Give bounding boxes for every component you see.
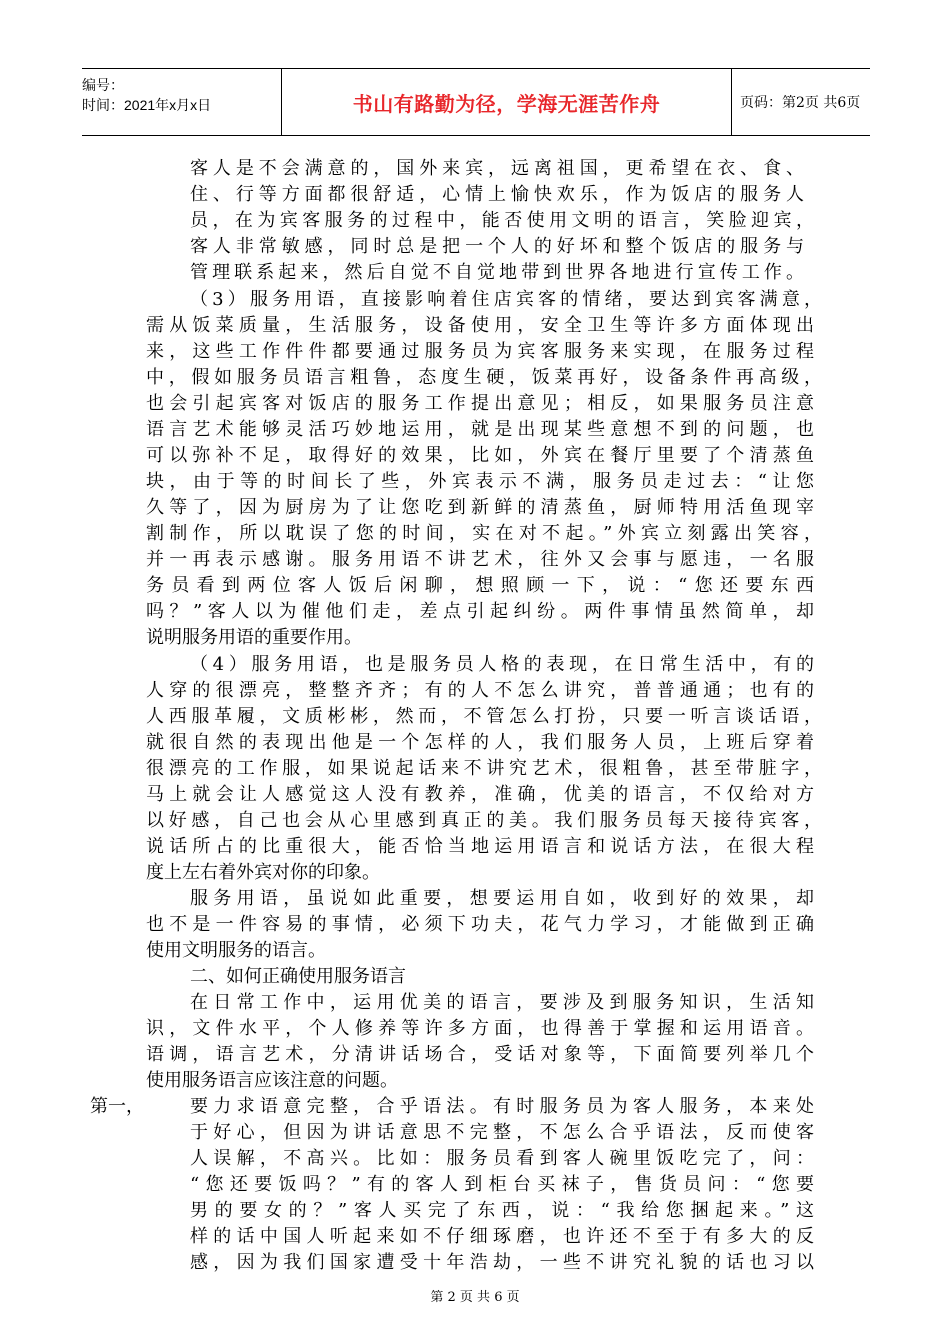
text-line: 识，文件水平，个人修养等许多方面，也得善于掌握和运用语音。 bbox=[146, 1018, 814, 1039]
text-line: 在日常工作中，运用优美的语言，要涉及到服务知识，生活知 bbox=[190, 992, 814, 1013]
text-line: 客人非常敏感，同时总是把一个人的好坏和整个饭店的服务与 bbox=[190, 236, 804, 257]
header-page-cell bbox=[732, 69, 870, 135]
list-marker: 第一， bbox=[90, 1096, 144, 1117]
text-line: 需从饭菜质量，生活服务，设备使用，安全卫生等许多方面体现出 bbox=[146, 315, 814, 336]
text-line: （4）服务用语，也是服务员人格的表现，在日常生活中，有的 bbox=[190, 654, 814, 675]
text-line: （3）服务用语，直接影响着住店宾客的情绪，要达到宾客满意， bbox=[190, 289, 822, 310]
text-line: 并一再表示感谢。服务用语不讲艺术，往外又会事与愿违，一名服 bbox=[146, 549, 814, 570]
number-label: 编号： bbox=[82, 77, 124, 93]
text-line: 管理联系起来，然后自觉不自觉地带到世界各地进行宣传工作。 bbox=[190, 262, 804, 283]
text-line: 度上左右着外宾对你的印象。 bbox=[146, 862, 380, 883]
text-line: 来，这些工作件件都要通过服务员为宾客服务来实现，在服务过程 bbox=[146, 341, 814, 362]
text-line: 块，由于等的时间长了些，外宾表示不满，服务员走过去：“让您 bbox=[146, 471, 814, 492]
header-meta bbox=[82, 69, 282, 135]
text-line: 使用文明服务的语言。 bbox=[146, 940, 326, 961]
page-header bbox=[82, 68, 870, 136]
text-line: 人穿的很漂亮，整整齐齐；有的人不怎么讲究，普普通通；也有的 bbox=[146, 680, 814, 701]
text-line: 样的话中国人听起来如不仔细琢磨，也许还不至于有多大的反 bbox=[190, 1226, 814, 1247]
header-motto: 书山有路勤为径，学海无涯苦作舟 bbox=[352, 91, 661, 116]
text-line: 要力求语意完整，合乎语法。有时服务员为客人服务，本来处 bbox=[190, 1096, 814, 1117]
page-footer: 第 2 页 共 6 页 bbox=[430, 1290, 520, 1305]
text-line: “您还要饭吗？”有的客人到柜台买袜子，售货员问：“您要 bbox=[190, 1174, 814, 1195]
text-line: 以好感，自己也会从心里感到真正的美。我们服务员每天接待宾客， bbox=[146, 810, 822, 831]
text-line: 语言艺术能够灵活巧妙地运用，就是出现某些意想不到的问题，也 bbox=[146, 419, 814, 440]
header-motto-cell bbox=[282, 69, 732, 135]
text-line: 人误解，不高兴。比如：服务员看到客人碗里饭吃完了，问： bbox=[190, 1148, 814, 1169]
text-line: 中，假如服务员语言粗鲁，态度生硬，饭菜再好，设备条件再高级， bbox=[146, 367, 822, 388]
text-line: 服务用语，虽说如此重要，想要运用自如，收到好的效果，却 bbox=[190, 888, 814, 909]
text-line: 吗？”客人以为催他们走，差点引起纠纷。两件事情虽然简单，却 bbox=[146, 601, 814, 622]
text-line: 男的要女的？”客人买完了东西，说：“我给您捆起来。”这 bbox=[190, 1200, 814, 1221]
text-line: 说话所占的比重很大，能否恰当地运用语言和说话方法，在很大程 bbox=[146, 836, 814, 857]
header-page-label: 页码：第2页 共6页 bbox=[740, 95, 861, 111]
text-line: 马上就会让人感觉这人没有教养，准确，优美的语言，不仅给对方 bbox=[146, 784, 814, 805]
time-label: 时间：2021年x月x日 bbox=[82, 97, 212, 113]
text-line: 割制作，所以耽误了您的时间，实在对不起。”外宾立刻露出笑容， bbox=[146, 523, 822, 544]
text-line: 就很自然的表现出他是一个怎样的人，我们服务人员，上班后穿着 bbox=[146, 732, 814, 753]
text-line: 也不是一件容易的事情，必须下功夫，花气力学习，才能做到正确 bbox=[146, 914, 814, 935]
text-line: 使用服务语言应该注意的问题。 bbox=[146, 1070, 398, 1091]
text-line: 于好心，但因为讲话意思不完整，不怎么合乎语法，反而使客 bbox=[190, 1122, 814, 1143]
text-line: 可以弥补不足，取得好的效果，比如，外宾在餐厅里要了个清蒸鱼 bbox=[146, 445, 814, 466]
text-line: 员，在为宾客服务的过程中，能否使用文明的语言，笑脸迎宾， bbox=[190, 210, 814, 231]
text-line: 也会引起宾客对饭店的服务工作提出意见；相反，如果服务员注意 bbox=[146, 393, 814, 414]
text-line: 很漂亮的工作服，如果说起话来不讲究艺术，很粗鲁，甚至带脏字， bbox=[146, 758, 822, 779]
text-line: 住、行等方面都很舒适，心情上愉快欢乐，作为饭店的服务人 bbox=[190, 184, 804, 205]
text-line: 感，因为我们国家遭受十年浩劫，一些不讲究礼貌的话也习以 bbox=[190, 1252, 814, 1273]
text-line: 语调，语言艺术，分清讲话场合，受话对象等，下面简要列举几个 bbox=[146, 1044, 814, 1065]
text-line: 务员看到两位客人饭后闲聊，想照顾一下，说：“您还要东西 bbox=[146, 575, 814, 596]
text-line: 客人是不会满意的，国外来宾，远离祖国，更希望在衣、食、 bbox=[190, 158, 804, 179]
section-heading: 二、如何正确使用服务语言 bbox=[190, 966, 406, 987]
text-line: 久等了，因为厨房为了让您吃到新鲜的清蒸鱼，厨师特用活鱼现宰 bbox=[146, 497, 814, 518]
text-line: 说明服务用语的重要作用。 bbox=[146, 627, 362, 648]
text-line: 人西服革履，文质彬彬，然而，不管怎么打扮，只要一听言谈话语， bbox=[146, 706, 822, 727]
